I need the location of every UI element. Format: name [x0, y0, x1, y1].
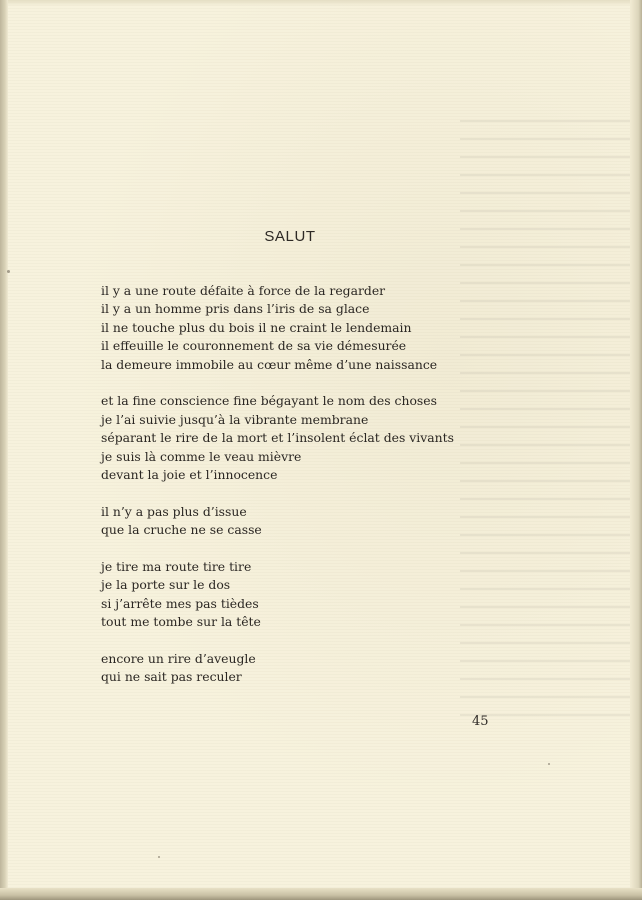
poem-line: je la porte sur le dos [101, 577, 231, 593]
page-number: 45 [472, 714, 489, 729]
poem-line: il ne touche plus du bois il ne craint le lendemain [101, 319, 412, 335]
poem-line: et la fine conscience fine bégayant le nom des choses [101, 393, 437, 409]
binding-edge [0, 0, 8, 900]
poem-line: je tire ma route tire tire [101, 559, 252, 575]
poem-line: si j’arrête mes pas tièdes [101, 595, 259, 611]
poem-line: il y a une route défaite à force de la regarder [101, 283, 386, 298]
poem-line: il effeuille le couronnement de sa vie démesurée [101, 338, 407, 354]
page-right-edge [630, 0, 642, 900]
poem-line: la demeure immobile au cœur même d’une naissance [101, 356, 438, 372]
poem-line: je l’ai suivie jusqu’à la vibrante membrane [101, 411, 369, 427]
stanza [101, 503, 521, 540]
paper-speck [158, 856, 160, 858]
paper-speck [7, 270, 10, 273]
poem-line: devant la joie et l’innocence [101, 467, 278, 483]
poem-line: que la cruche ne se casse [101, 522, 262, 538]
stanza [101, 282, 521, 374]
poem-line: encore un rire d’aveugle [101, 651, 256, 667]
poem-line: tout me tombe sur la tête [101, 614, 261, 630]
page-bottom-edge [0, 888, 642, 900]
poem-body [101, 282, 521, 705]
poem-line: il y a un homme pris dans l’iris de sa glace [101, 301, 370, 317]
paper-speck [548, 763, 550, 765]
poem-line: séparant le rire de la mort et l’insolent éclat des vivants [101, 430, 454, 446]
poem-title: SALUT [264, 228, 316, 245]
page-top-edge [0, 0, 642, 6]
stanza [101, 558, 521, 632]
stanza [101, 392, 521, 484]
stanza [101, 650, 521, 687]
poem-line: il n’y a pas plus d’issue [101, 503, 247, 519]
poem-line: qui ne sait pas reculer [101, 669, 242, 685]
poem-line: je suis là comme le veau mièvre [101, 448, 302, 464]
